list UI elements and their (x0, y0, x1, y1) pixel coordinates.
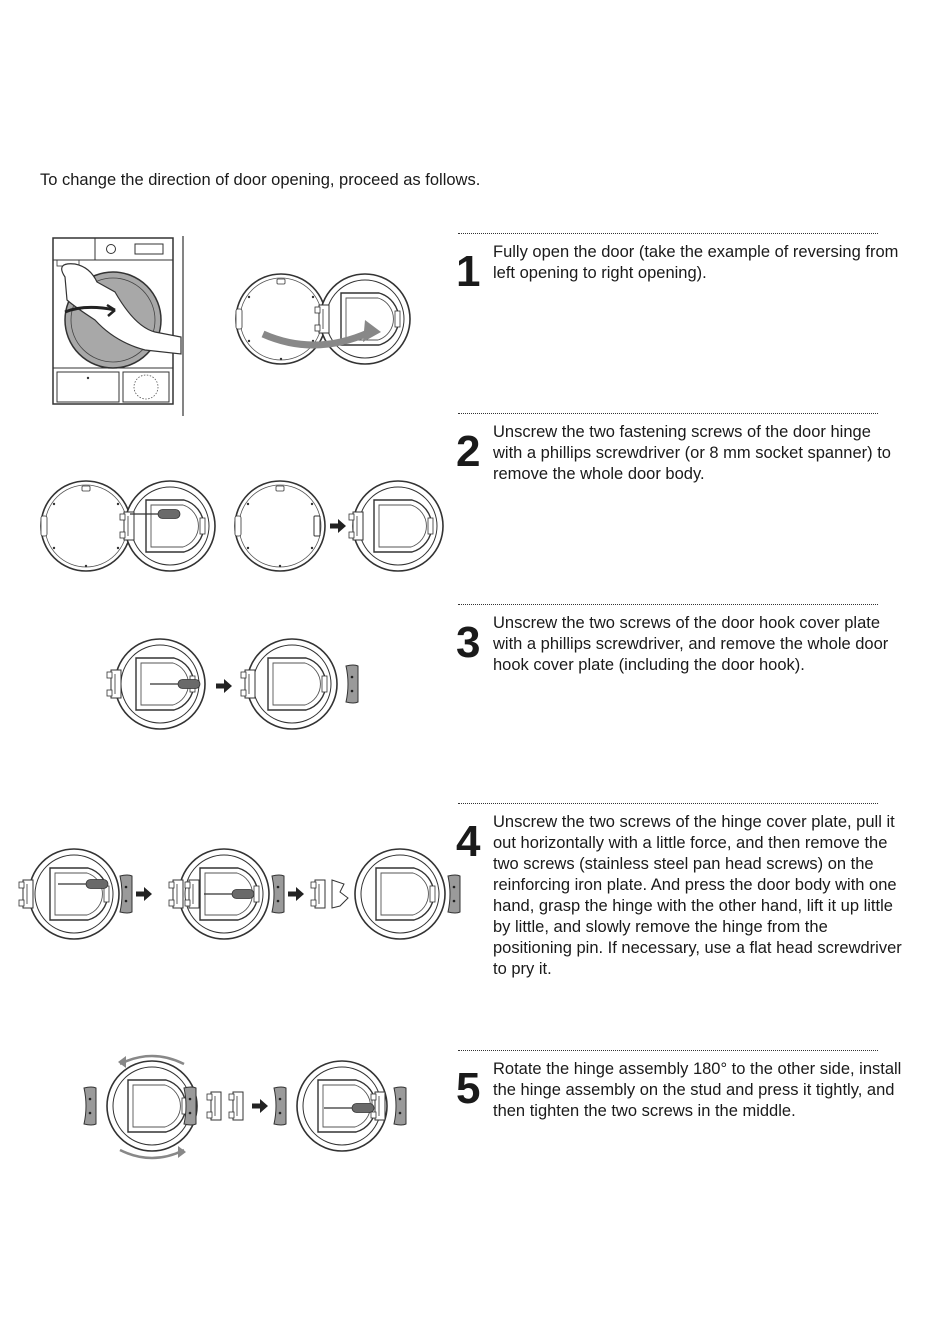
dryer-door-open-illustration (45, 232, 425, 422)
step-3 (458, 604, 903, 676)
step-4 (458, 803, 903, 980)
step-2 (458, 413, 903, 485)
step-divider (458, 604, 878, 605)
step-divider (458, 1050, 878, 1051)
step-5 (458, 1050, 903, 1122)
step-number: 5 (456, 1064, 480, 1113)
step-text: Rotate the hinge assembly 180° to the other side, install the hinge assembly on the stud and press it tightly, and then tighten the two screws in the middle. (493, 1060, 902, 1120)
intro-text: To change the direction of door opening, proceed as follows. (40, 171, 481, 189)
step-number: 1 (456, 247, 480, 296)
step-text: Unscrew the two screws of the door hook cover plate with a phillips screwdriver, and remove the whole door hook cover plate (including the door hook). (493, 614, 889, 674)
hinge-removal-illustration (14, 842, 469, 948)
step-text: Unscrew the two fastening screws of the door hinge with a phillips screwdriver (or 8 mm socket spanner) to remove the whole door body. (493, 423, 891, 483)
step-1 (456, 233, 903, 296)
step-divider (458, 413, 878, 414)
hook-plate-removal-illustration (102, 636, 367, 734)
hinge-rotation-illustration (80, 1048, 410, 1166)
step-divider (458, 803, 878, 804)
step-text: Fully open the door (take the example of reversing from left opening to right opening). (493, 243, 899, 282)
step-number: 3 (456, 618, 480, 667)
door-removal-illustration (38, 478, 453, 578)
step-divider (458, 233, 878, 234)
step-number: 4 (456, 817, 480, 866)
step-text: Unscrew the two screws of the hinge cover plate, pull it out horizontally with a little force, and then remove the two screws (stainless steel pan head screws) on the reinforcing iron plate. And press the door body with one hand, grasp the hinge with the other hand, lift it up little by little, and slowly remove the hinge from the positioning pin. If necessary, use a flat head screwdriver to pry it. (493, 813, 902, 978)
step-number: 2 (456, 427, 480, 476)
